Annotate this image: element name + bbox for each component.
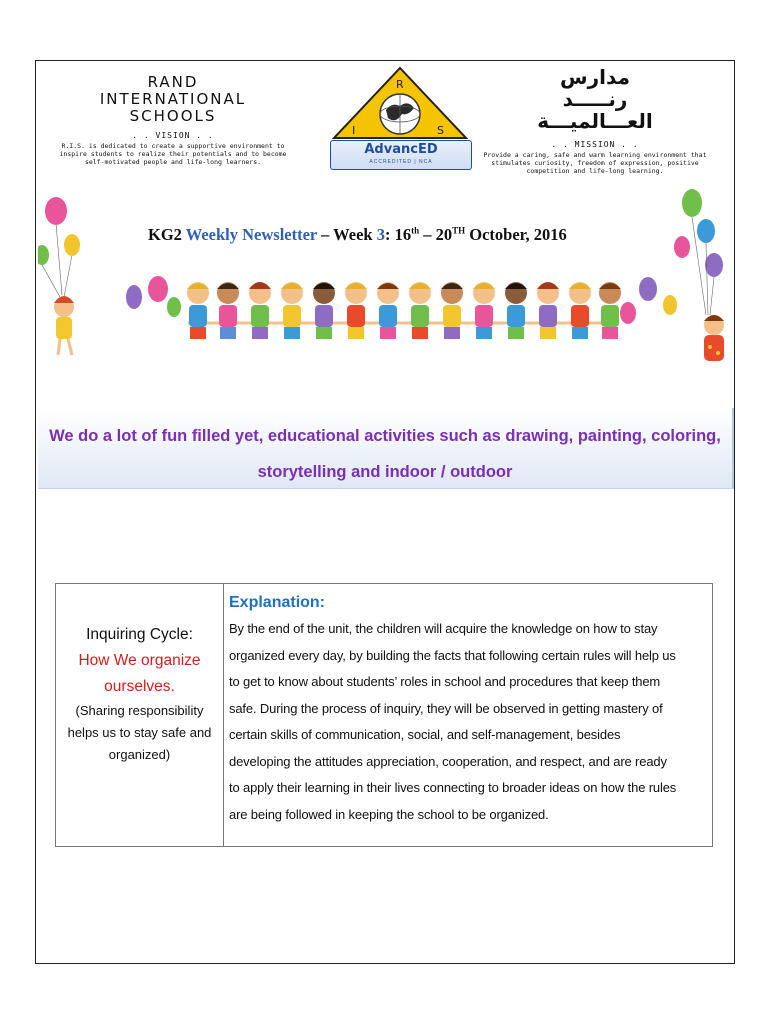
inquiry-cycle-cell	[56, 622, 223, 766]
explanation-body	[229, 616, 709, 828]
explanation-line: organized every day, by building the facts that following certain rules will help us	[229, 647, 676, 663]
inquiry-cycle-table	[55, 583, 713, 847]
explanation-line: developing the attitudes appreciation, cooperation, and respect, and are ready	[229, 753, 667, 769]
rand-school-logo	[58, 74, 288, 166]
headline-start-suffix: th	[411, 225, 420, 236]
headline-end-suffix: TH	[452, 225, 466, 236]
explanation-line: to get to know about students’ roles in school and procedures that keep them	[229, 674, 661, 689]
activities-text	[38, 418, 732, 490]
arabic-name-line3: العـــالميـــة	[537, 109, 653, 133]
children-balloons-illustration	[38, 185, 732, 400]
left-balloons	[38, 197, 80, 297]
headline-weekly-newsletter: Weekly Newsletter	[185, 225, 317, 244]
explanation-heading: Explanation:	[229, 594, 326, 611]
vision-label: . . VISION . .	[132, 131, 214, 140]
advanced-logo-text: AdvancED	[364, 142, 438, 157]
activities-line-1: We do a lot of fun filled yet, educational activities such as drawing, painting, coloring,	[49, 427, 721, 445]
school-name-line3: SCHOOLS	[129, 107, 217, 125]
letter-r: R	[396, 78, 404, 91]
school-name-line1: RAND	[147, 73, 199, 91]
activities-banner	[38, 408, 734, 489]
theme-line-2: ourselves.	[104, 678, 175, 695]
headline-end-day: – 20	[419, 225, 453, 244]
headline-class: KG2	[148, 225, 186, 244]
headline-month-year: October, 2016	[465, 225, 567, 244]
right-balloons	[674, 189, 723, 315]
mission-statement: Provide a caring, safe and warm learning environment that stimulates curiosity, freedom of expression, positive competition and life-long learning.	[483, 151, 707, 175]
left-girl	[54, 296, 74, 355]
arabic-school-logo	[480, 66, 710, 175]
central-idea-line-2: helps us to stay safe and	[67, 725, 212, 740]
explanation-line: By the end of the unit, the children will acquire the knowledge on how to stay	[229, 621, 658, 636]
table-column-divider	[223, 584, 224, 846]
arabic-name-line2: رنـــــد	[562, 87, 628, 111]
explanation-line: certain skills of communication, social, and self-management, besides	[229, 727, 621, 742]
middle-balloons	[126, 276, 677, 324]
letter-i: I	[352, 124, 356, 137]
school-name-line2: INTERNATIONAL	[99, 90, 247, 108]
right-boy	[704, 315, 724, 361]
central-idea-line-1: (Sharing responsibility	[75, 703, 204, 718]
vision-statement: R.I.S. is dedicated to create a supportive environment to inspire students to realize their potentials and to become self-motivated people and life-long learners.	[59, 142, 287, 166]
headline-week-label: – Week	[316, 225, 377, 244]
activities-line-2: storytelling and indoor / outdoor	[257, 463, 513, 481]
explanation-line: are being followed in keeping the school to be organized.	[229, 806, 549, 822]
children-row	[187, 282, 621, 339]
central-idea-line-3: organized)	[108, 747, 171, 762]
explanation-cell	[229, 590, 709, 828]
mission-label: . . MISSION . .	[551, 140, 639, 149]
explanation-line: safe. During the process of inquiry, they will be observed in getting mastery of	[229, 700, 663, 716]
theme-line-1: How We organize	[78, 652, 201, 669]
headline-start-day: : 16	[384, 225, 412, 244]
advanced-accreditation-badge	[330, 140, 472, 170]
inquiry-cycle-title: Inquiring Cycle:	[86, 626, 193, 643]
headline-week-number: 3	[376, 225, 385, 244]
arabic-name-line1: مدارس	[560, 65, 630, 89]
newsletter-headline	[148, 225, 567, 245]
letter-s: S	[437, 124, 444, 137]
advanced-sub-text: ACCREDITED | NCA	[369, 159, 433, 165]
explanation-line: to apply their learning in their lives connecting to broader ideas on how the rules	[229, 780, 677, 795]
